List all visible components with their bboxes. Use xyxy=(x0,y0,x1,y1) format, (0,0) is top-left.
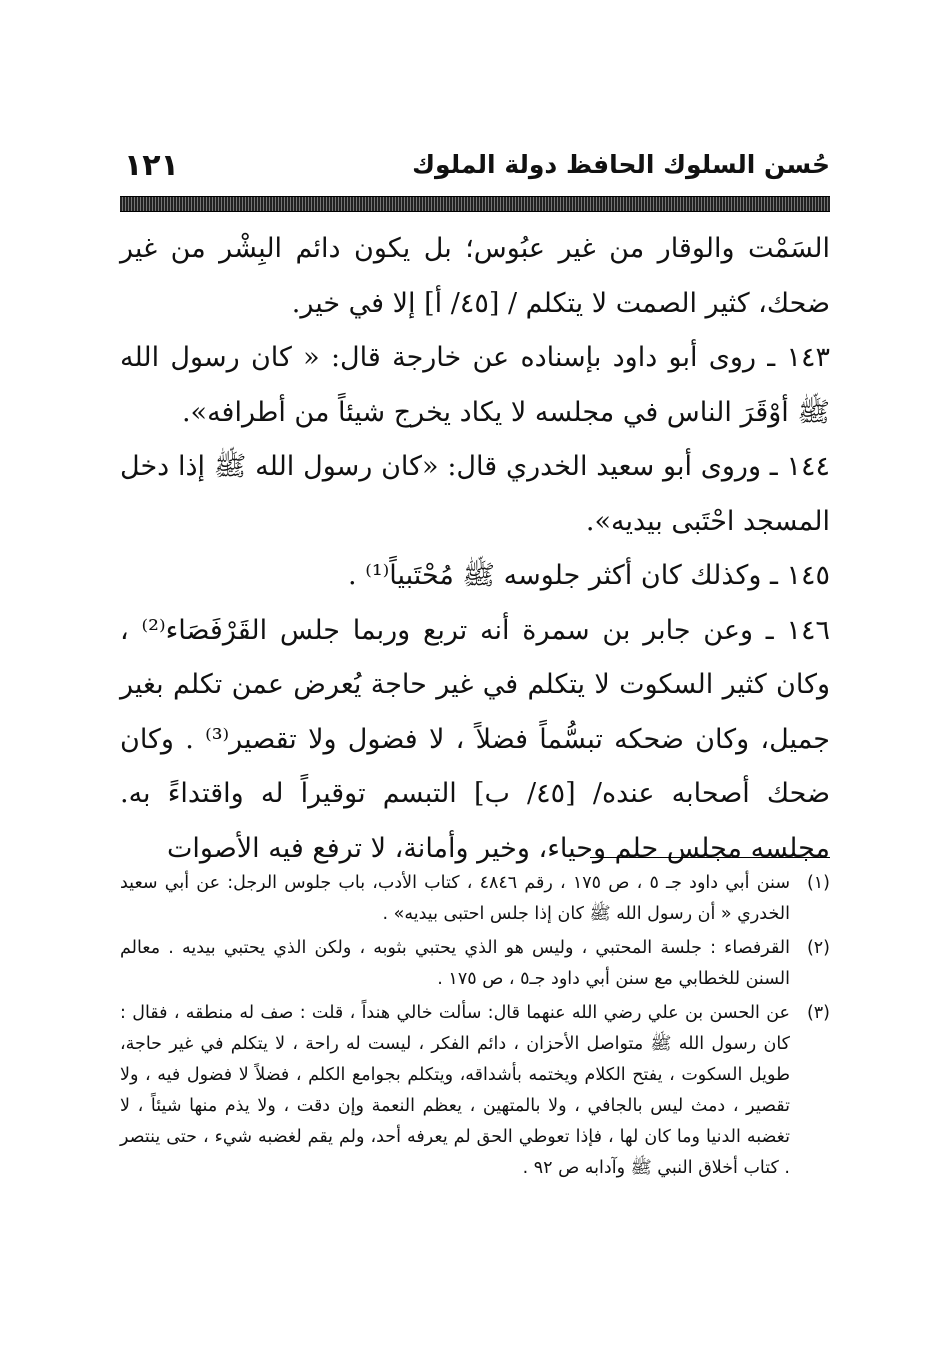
footnote-divider xyxy=(590,857,830,858)
footnotes xyxy=(120,868,830,1187)
paragraph-143: ١٤٣ ـ روى أبو داود بإسناده عن خارجة قال: « كان رسول الله ﷺ أوْقَرَ الناس في مجلسه لا يكاد يخرج شيئاً من أطرافه». xyxy=(120,342,830,428)
footnote-text: عن الحسن بن علي رضي الله عنهما قال: سألت خالي هنداً ، قلت : صف له منطقه ، فقال : كان رسول الله ﷺ متواصل الأحزان ، دائم الفكر ، ليست له راحة ، لا يتكلم في غير حاجة، طويل السكوت ، يفتح الكلام ويختمه بأشداقه، ويتكلم بجوامع الكلم ، فضلاً لا فضول فيه ، ولا تقصير ، دمث ليس بالجافي ، ولا بالمتهين ، يعظم النعمة وإن دقت ، ولا يذم منها شيئاً ، لا تغضبه الدنيا وما كان لها ، فإذا تعوطي الحق لم يعرفه أحد، ولم يقم لغضبه شيء ، حتى ينتصر . كتاب أخلاق النبي ﷺ وآدابه ص ٩٢ . xyxy=(120,1003,790,1178)
paragraph-144: ١٤٤ ـ وروى أبو سعيد الخدري قال: «كان رسول الله ﷺ إذا دخل المسجد احْتَبى بيديه». xyxy=(120,451,830,537)
footnote-number: (٣) xyxy=(806,1003,830,1023)
footnote-number: (٢) xyxy=(806,938,830,958)
header-divider xyxy=(120,196,830,212)
page-number: ١٢١ xyxy=(124,148,179,183)
main-text xyxy=(120,222,830,876)
paragraph-146: ١٤٦ ـ وعن جابر بن سمرة أنه تربع وربما جلس القَرْفَصَاء⁽²⁾ ، وكان كثير السكوت لا يتكلم في غير حاجة يُعرض عمن تكلم بغير جميل، وكان ضحكه تبسُّماً فضلاً ، لا فضول ولا تقصير⁽³⁾ . وكان ضحك أصحابه عنده/ [٤٥/ ب] التبسم توقيراً له واقتداءً به. مجلسه مجلس حلم وحياء، وخير وأمانة، لا ترفع فيه الأصوات xyxy=(120,614,831,864)
paragraph-intro: السَمْت والوقار من غير عبُوس؛ بل يكون دائم البِشْر من غير ضحك، كثير الصمت لا يتكلم / [٤٥/ أ] إلا في خير. xyxy=(120,233,830,319)
page-header xyxy=(120,140,830,188)
paragraph-145: ١٤٥ ـ وكذلك كان أكثر جلوسه ﷺ مُحْتَبياً⁽¹⁾ . xyxy=(348,560,830,591)
footnote xyxy=(120,868,830,930)
footnote-number: (١) xyxy=(806,873,830,893)
footnote-text: سنن أبي داود جـ ٥ ، ص ١٧٥ ، رقم ٤٨٤٦ ، كتاب الأدب، باب جلوس الرجل: عن أبي سعيد الخدري « أن رسول الله ﷺ كان إذا جلس احتبى بيديه» . xyxy=(120,873,790,924)
footnote xyxy=(120,933,830,995)
running-title: حُسن السلوك الحافظ دولة الملوك xyxy=(412,150,830,179)
footnote-text: القرفصاء : جلسة المحتبي ، وليس هو الذي يحتبي بثوبه ، ولكن الذي يحتبي بيديه . معالم السنن للخطابي مع سنن أبي داود جـ٥ ، ص ١٧٥ . xyxy=(120,938,790,989)
footnote xyxy=(120,998,830,1184)
